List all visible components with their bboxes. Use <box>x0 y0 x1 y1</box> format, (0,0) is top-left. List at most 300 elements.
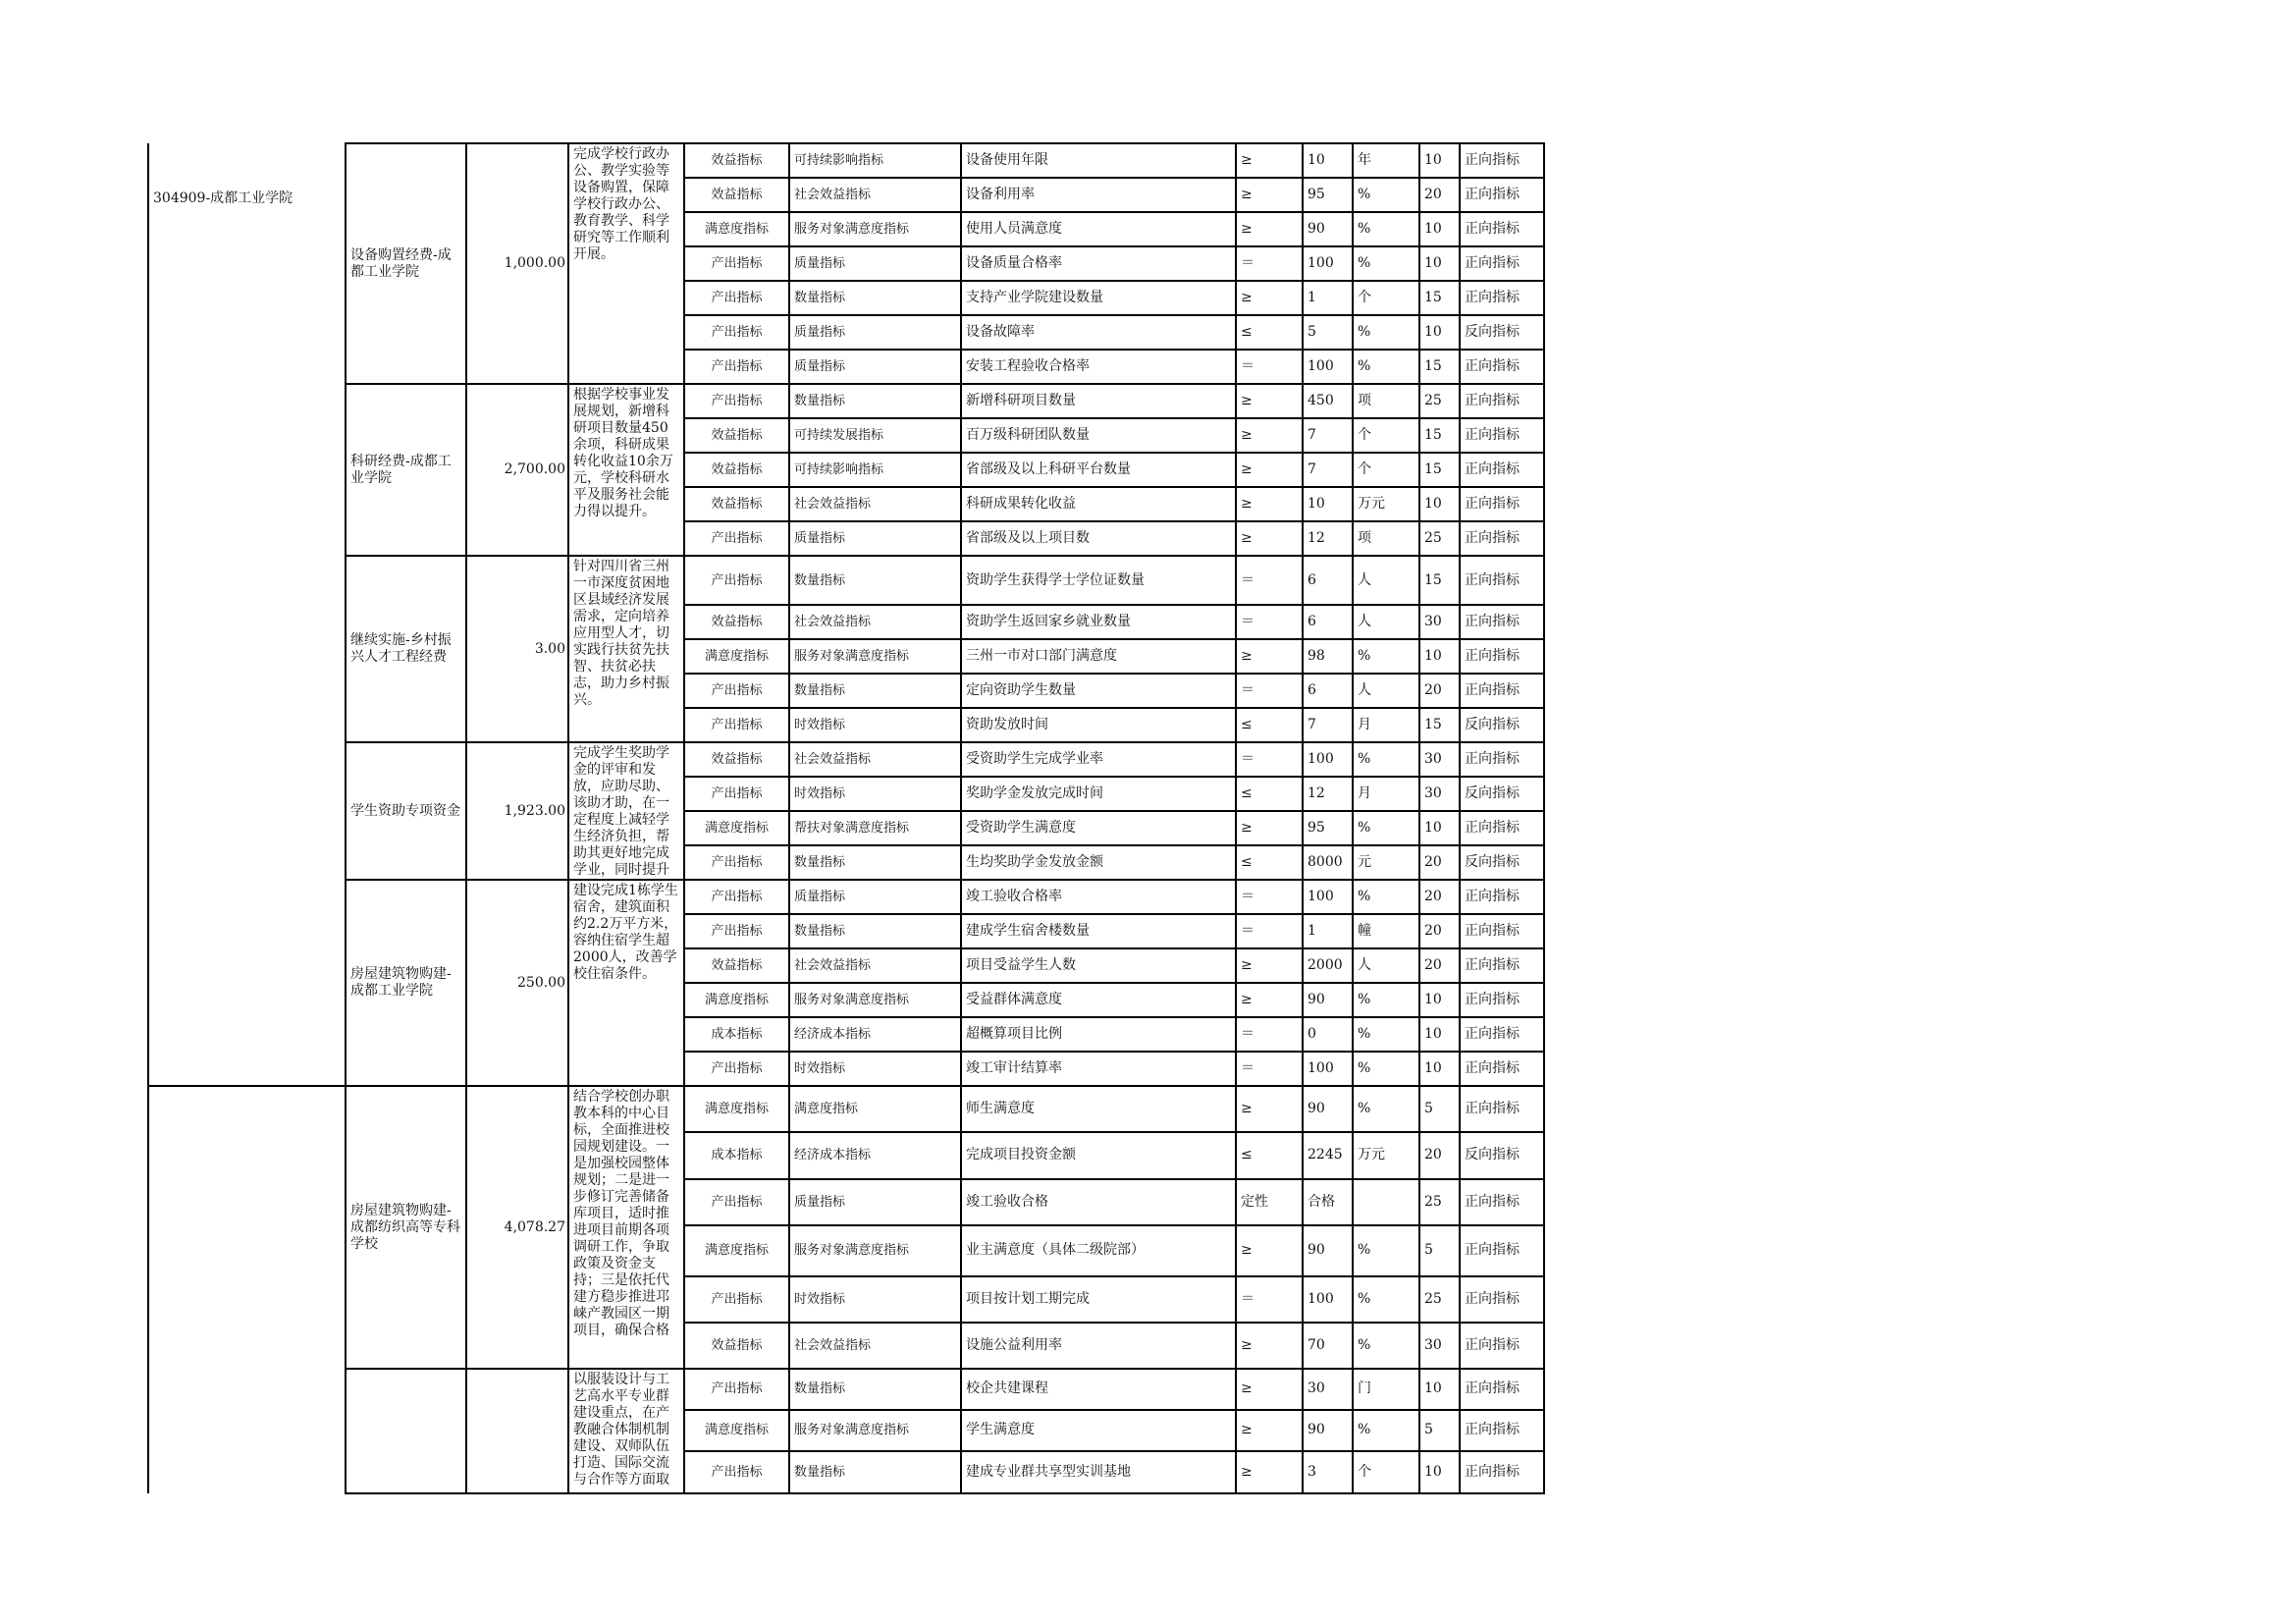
indicator-direction: 正向指标 <box>1460 1410 1544 1451</box>
measure-unit: 人 <box>1353 605 1419 639</box>
comparison-operator: ≥ <box>1236 1225 1303 1276</box>
weight-score: 10 <box>1419 143 1460 178</box>
weight-score: 15 <box>1419 350 1460 384</box>
level2-indicator: 满意度指标 <box>789 1086 961 1132</box>
comparison-operator: ≥ <box>1236 639 1303 674</box>
level3-indicator: 项目按计划工期完成 <box>961 1276 1236 1323</box>
project-description-cell <box>568 556 684 742</box>
weight-score: 10 <box>1419 246 1460 281</box>
indicator-direction: 正向指标 <box>1460 487 1544 521</box>
level2-indicator: 可持续影响指标 <box>789 453 961 487</box>
target-value: 90 <box>1303 983 1353 1017</box>
level3-indicator: 校企共建课程 <box>961 1369 1236 1410</box>
measure-unit: % <box>1353 742 1419 777</box>
indicator-direction: 正向指标 <box>1460 1451 1544 1493</box>
level2-indicator: 数量指标 <box>789 556 961 605</box>
comparison-operator: ≥ <box>1236 418 1303 453</box>
measure-unit: 人 <box>1353 948 1419 983</box>
project-description-cell <box>568 742 684 880</box>
target-value: 98 <box>1303 639 1353 674</box>
level3-indicator: 省部级及以上科研平台数量 <box>961 453 1236 487</box>
level2-indicator: 时效指标 <box>789 1052 961 1086</box>
measure-unit: 门 <box>1353 1369 1419 1410</box>
level1-indicator: 产出指标 <box>684 777 789 811</box>
measure-unit: 幢 <box>1353 914 1419 948</box>
level2-indicator: 社会效益指标 <box>789 487 961 521</box>
target-value: 90 <box>1303 1086 1353 1132</box>
target-value: 450 <box>1303 384 1353 418</box>
weight-score: 20 <box>1419 1132 1460 1178</box>
level1-indicator: 满意度指标 <box>684 1086 789 1132</box>
weight-score: 20 <box>1419 914 1460 948</box>
target-value: 90 <box>1303 212 1353 246</box>
weight-score: 10 <box>1419 639 1460 674</box>
level2-indicator: 经济成本指标 <box>789 1017 961 1052</box>
measure-unit: % <box>1353 212 1419 246</box>
target-value: 2245 <box>1303 1132 1353 1178</box>
indicator-direction: 正向指标 <box>1460 1052 1544 1086</box>
target-value: 30 <box>1303 1369 1353 1410</box>
indicator-direction: 正向指标 <box>1460 212 1544 246</box>
level3-indicator: 建成专业群共享型实训基地 <box>961 1451 1236 1493</box>
project-amount <box>466 1369 568 1493</box>
weight-score: 25 <box>1419 521 1460 556</box>
level2-indicator: 数量指标 <box>789 281 961 315</box>
target-value: 0 <box>1303 1017 1353 1052</box>
weight-score: 15 <box>1419 281 1460 315</box>
measure-unit: % <box>1353 1052 1419 1086</box>
indicator-direction: 正向指标 <box>1460 350 1544 384</box>
target-value: 95 <box>1303 811 1353 845</box>
indicator-direction: 正向指标 <box>1460 914 1544 948</box>
level1-indicator: 产出指标 <box>684 281 789 315</box>
measure-unit: % <box>1353 811 1419 845</box>
indicator-table <box>147 142 1545 1494</box>
target-value: 5 <box>1303 315 1353 350</box>
weight-score: 10 <box>1419 1451 1460 1493</box>
measure-unit: % <box>1353 983 1419 1017</box>
indicator-row <box>148 742 1544 777</box>
level2-indicator: 质量指标 <box>789 521 961 556</box>
measure-unit: 个 <box>1353 281 1419 315</box>
indicator-direction: 反向指标 <box>1460 845 1544 880</box>
level2-indicator: 数量指标 <box>789 914 961 948</box>
target-value: 100 <box>1303 246 1353 281</box>
measure-unit: % <box>1353 246 1419 281</box>
level2-indicator: 时效指标 <box>789 777 961 811</box>
level3-indicator: 新增科研项目数量 <box>961 384 1236 418</box>
measure-unit: 个 <box>1353 1451 1419 1493</box>
level1-indicator: 效益指标 <box>684 453 789 487</box>
level1-indicator: 满意度指标 <box>684 212 789 246</box>
weight-score: 25 <box>1419 1179 1460 1225</box>
measure-unit: % <box>1353 639 1419 674</box>
project-description: 针对四川省三州一市深度贫困地区县域经济发展需求，定向培养应用型人才，切实践行扶贫先扶智、扶贫必扶志，助力乡村振兴。 <box>573 559 669 709</box>
level1-indicator: 满意度指标 <box>684 811 789 845</box>
target-value: 10 <box>1303 143 1353 178</box>
target-value: 1 <box>1303 914 1353 948</box>
project-amount: 2,700.00 <box>466 384 568 556</box>
indicator-direction: 正向指标 <box>1460 1086 1544 1132</box>
project-amount: 1,000.00 <box>466 143 568 384</box>
weight-score: 15 <box>1419 708 1460 742</box>
measure-unit: 年 <box>1353 143 1419 178</box>
target-value: 90 <box>1303 1225 1353 1276</box>
level3-indicator: 竣工验收合格 <box>961 1179 1236 1225</box>
level1-indicator: 产出指标 <box>684 880 789 914</box>
indicator-direction: 正向指标 <box>1460 556 1544 605</box>
comparison-operator: ≤ <box>1236 1132 1303 1178</box>
project-description: 建设完成1栋学生宿舍，建筑面积约2.2万平方米，容纳住宿学生超2000人，改善学校住宿条件。 <box>573 883 678 983</box>
level3-indicator: 受益群体满意度 <box>961 983 1236 1017</box>
level1-indicator: 效益指标 <box>684 1323 789 1369</box>
comparison-operator: ≥ <box>1236 212 1303 246</box>
target-value: 10 <box>1303 487 1353 521</box>
project-name: 学生资助专项资金 <box>346 742 466 880</box>
comparison-operator: ≥ <box>1236 1410 1303 1451</box>
project-description-cell <box>568 1369 684 1493</box>
indicator-direction: 正向指标 <box>1460 605 1544 639</box>
measure-unit: % <box>1353 1323 1419 1369</box>
weight-score: 30 <box>1419 605 1460 639</box>
level2-indicator: 时效指标 <box>789 1276 961 1323</box>
level3-indicator: 定向资助学生数量 <box>961 674 1236 708</box>
target-value: 7 <box>1303 453 1353 487</box>
measure-unit: 人 <box>1353 556 1419 605</box>
target-value: 100 <box>1303 880 1353 914</box>
weight-score: 5 <box>1419 1225 1460 1276</box>
indicator-direction: 正向指标 <box>1460 880 1544 914</box>
level2-indicator: 社会效益指标 <box>789 178 961 212</box>
indicator-direction: 正向指标 <box>1460 1323 1544 1369</box>
indicator-row <box>148 556 1544 605</box>
measure-unit: % <box>1353 350 1419 384</box>
project-description-cell <box>568 384 684 556</box>
indicator-direction: 正向指标 <box>1460 983 1544 1017</box>
level2-indicator: 服务对象满意度指标 <box>789 983 961 1017</box>
level2-indicator: 质量指标 <box>789 315 961 350</box>
indicator-direction: 反向指标 <box>1460 708 1544 742</box>
measure-unit: % <box>1353 880 1419 914</box>
level1-indicator: 成本指标 <box>684 1132 789 1178</box>
level1-indicator: 产出指标 <box>684 845 789 880</box>
target-value: 合格 <box>1303 1179 1353 1225</box>
indicator-row <box>148 1086 1544 1132</box>
measure-unit: % <box>1353 178 1419 212</box>
level1-indicator: 产出指标 <box>684 914 789 948</box>
comparison-operator: ≥ <box>1236 384 1303 418</box>
level3-indicator: 支持产业学院建设数量 <box>961 281 1236 315</box>
level2-indicator: 数量指标 <box>789 384 961 418</box>
level1-indicator: 产出指标 <box>684 1179 789 1225</box>
measure-unit: 项 <box>1353 384 1419 418</box>
indicator-direction: 反向指标 <box>1460 315 1544 350</box>
measure-unit: 月 <box>1353 777 1419 811</box>
target-value: 100 <box>1303 350 1353 384</box>
level3-indicator: 科研成果转化收益 <box>961 487 1236 521</box>
comparison-operator: ＝ <box>1236 674 1303 708</box>
indicator-direction: 正向指标 <box>1460 384 1544 418</box>
level1-indicator: 产出指标 <box>684 315 789 350</box>
measure-unit: % <box>1353 1276 1419 1323</box>
level2-indicator: 质量指标 <box>789 350 961 384</box>
level3-indicator: 学生满意度 <box>961 1410 1236 1451</box>
weight-score: 10 <box>1419 1369 1460 1410</box>
comparison-operator: ＝ <box>1236 556 1303 605</box>
project-description-cell <box>568 143 684 384</box>
level1-indicator: 效益指标 <box>684 418 789 453</box>
weight-score: 30 <box>1419 1323 1460 1369</box>
level1-indicator: 产出指标 <box>684 246 789 281</box>
level3-indicator: 业主满意度（具体二级院部） <box>961 1225 1236 1276</box>
indicator-direction: 正向指标 <box>1460 1276 1544 1323</box>
level2-indicator: 质量指标 <box>789 246 961 281</box>
indicator-direction: 正向指标 <box>1460 674 1544 708</box>
level1-indicator: 产出指标 <box>684 708 789 742</box>
target-value: 3 <box>1303 1451 1353 1493</box>
project-name: 科研经费-成都工业学院 <box>346 384 466 556</box>
comparison-operator: ＝ <box>1236 350 1303 384</box>
level3-indicator: 设备利用率 <box>961 178 1236 212</box>
level2-indicator: 时效指标 <box>789 708 961 742</box>
target-value: 7 <box>1303 708 1353 742</box>
target-value: 6 <box>1303 605 1353 639</box>
comparison-operator: ≥ <box>1236 1369 1303 1410</box>
weight-score: 20 <box>1419 178 1460 212</box>
comparison-operator: ≥ <box>1236 453 1303 487</box>
measure-unit: % <box>1353 1017 1419 1052</box>
weight-score: 20 <box>1419 880 1460 914</box>
comparison-operator: ≤ <box>1236 777 1303 811</box>
weight-score: 20 <box>1419 948 1460 983</box>
level1-indicator: 满意度指标 <box>684 639 789 674</box>
level2-indicator: 可持续发展指标 <box>789 418 961 453</box>
level3-indicator: 资助发放时间 <box>961 708 1236 742</box>
weight-score: 20 <box>1419 845 1460 880</box>
level1-indicator: 产出指标 <box>684 674 789 708</box>
level3-indicator: 设备故障率 <box>961 315 1236 350</box>
project-amount: 1,923.00 <box>466 742 568 880</box>
weight-score: 10 <box>1419 487 1460 521</box>
weight-score: 15 <box>1419 418 1460 453</box>
level2-indicator: 服务对象满意度指标 <box>789 1225 961 1276</box>
indicator-direction: 反向指标 <box>1460 777 1544 811</box>
target-value: 12 <box>1303 521 1353 556</box>
level1-indicator: 产出指标 <box>684 1276 789 1323</box>
target-value: 100 <box>1303 1052 1353 1086</box>
level2-indicator: 数量指标 <box>789 845 961 880</box>
comparison-operator: ≤ <box>1236 708 1303 742</box>
project-amount: 3.00 <box>466 556 568 742</box>
comparison-operator: ≥ <box>1236 983 1303 1017</box>
level3-indicator: 资助学生获得学士学位证数量 <box>961 556 1236 605</box>
level3-indicator: 设备质量合格率 <box>961 246 1236 281</box>
weight-score: 25 <box>1419 384 1460 418</box>
project-name <box>346 1369 466 1493</box>
level1-indicator: 产出指标 <box>684 350 789 384</box>
level2-indicator: 经济成本指标 <box>789 1132 961 1178</box>
unit-name <box>148 1086 346 1493</box>
level2-indicator: 可持续影响指标 <box>789 143 961 178</box>
weight-score: 10 <box>1419 1052 1460 1086</box>
comparison-operator: ≥ <box>1236 1323 1303 1369</box>
comparison-operator: ≥ <box>1236 521 1303 556</box>
unit-name: 304909-成都工业学院 <box>148 143 346 1086</box>
level1-indicator: 满意度指标 <box>684 983 789 1017</box>
indicator-direction: 正向指标 <box>1460 453 1544 487</box>
weight-score: 10 <box>1419 315 1460 350</box>
weight-score: 10 <box>1419 212 1460 246</box>
level2-indicator: 社会效益指标 <box>789 948 961 983</box>
level1-indicator: 满意度指标 <box>684 1225 789 1276</box>
comparison-operator: ＝ <box>1236 880 1303 914</box>
indicator-direction: 正向指标 <box>1460 1225 1544 1276</box>
measure-unit: 个 <box>1353 453 1419 487</box>
level3-indicator: 安装工程验收合格率 <box>961 350 1236 384</box>
measure-unit: % <box>1353 1225 1419 1276</box>
level1-indicator: 效益指标 <box>684 605 789 639</box>
level3-indicator: 建成学生宿舍楼数量 <box>961 914 1236 948</box>
level1-indicator: 产出指标 <box>684 1052 789 1086</box>
target-value: 2000 <box>1303 948 1353 983</box>
level1-indicator: 效益指标 <box>684 948 789 983</box>
level3-indicator: 竣工验收合格率 <box>961 880 1236 914</box>
project-name: 继续实施-乡村振兴人才工程经费 <box>346 556 466 742</box>
project-description: 完成学生奖助学金的评审和发放，应助尽助、该助才助，在一定程度上减轻学生经济负担，帮助其更好地完成学业，同时提升 <box>573 745 669 879</box>
level3-indicator: 受资助学生满意度 <box>961 811 1236 845</box>
comparison-operator: 定性 <box>1236 1179 1303 1225</box>
level2-indicator: 质量指标 <box>789 1179 961 1225</box>
comparison-operator: ≥ <box>1236 948 1303 983</box>
level2-indicator: 社会效益指标 <box>789 605 961 639</box>
measure-unit <box>1353 1179 1419 1225</box>
level3-indicator: 使用人员满意度 <box>961 212 1236 246</box>
project-description: 结合学校创办职教本科的中心目标，全面推进校园规划建设。一是加强校园整体规划；二是进一步修订完善储备库项目，适时推进项目前期各项调研工作，争取政策及资金支持；三是依托代建方稳步推进邛崃产教园区一期项目，确保合格 <box>573 1089 669 1339</box>
target-value: 90 <box>1303 1410 1353 1451</box>
indicator-direction: 正向指标 <box>1460 1179 1544 1225</box>
performance-indicator-sheet <box>147 142 1543 1494</box>
weight-score: 30 <box>1419 742 1460 777</box>
comparison-operator: ＝ <box>1236 246 1303 281</box>
target-value: 95 <box>1303 178 1353 212</box>
indicator-direction: 正向指标 <box>1460 281 1544 315</box>
comparison-operator: ＝ <box>1236 742 1303 777</box>
level1-indicator: 产出指标 <box>684 556 789 605</box>
indicator-direction: 正向指标 <box>1460 418 1544 453</box>
measure-unit: 万元 <box>1353 1132 1419 1178</box>
measure-unit: 元 <box>1353 845 1419 880</box>
comparison-operator: ＝ <box>1236 1017 1303 1052</box>
weight-score: 30 <box>1419 777 1460 811</box>
indicator-direction: 正向指标 <box>1460 639 1544 674</box>
project-amount: 4,078.27 <box>466 1086 568 1368</box>
level3-indicator: 师生满意度 <box>961 1086 1236 1132</box>
measure-unit: 月 <box>1353 708 1419 742</box>
level2-indicator: 质量指标 <box>789 880 961 914</box>
level3-indicator: 项目受益学生人数 <box>961 948 1236 983</box>
project-description: 完成学校行政办公、教学实验等设备购置，保障学校行政办公、教育教学、科学研究等工作顺利开展。 <box>573 146 669 262</box>
comparison-operator: ≤ <box>1236 315 1303 350</box>
weight-score: 10 <box>1419 983 1460 1017</box>
level2-indicator: 服务对象满意度指标 <box>789 639 961 674</box>
indicator-row <box>148 1369 1544 1410</box>
weight-score: 10 <box>1419 1017 1460 1052</box>
level3-indicator: 百万级科研团队数量 <box>961 418 1236 453</box>
measure-unit: % <box>1353 315 1419 350</box>
level3-indicator: 竣工审计结算率 <box>961 1052 1236 1086</box>
project-name: 设备购置经费-成都工业学院 <box>346 143 466 384</box>
comparison-operator: ≤ <box>1236 845 1303 880</box>
level2-indicator: 数量指标 <box>789 1369 961 1410</box>
level3-indicator: 设施公益利用率 <box>961 1323 1236 1369</box>
level3-indicator: 奖助学金发放完成时间 <box>961 777 1236 811</box>
project-description-cell <box>568 880 684 1086</box>
indicator-row <box>148 384 1544 418</box>
comparison-operator: ≥ <box>1236 281 1303 315</box>
level1-indicator: 产出指标 <box>684 384 789 418</box>
target-value: 8000 <box>1303 845 1353 880</box>
level3-indicator: 受资助学生完成学业率 <box>961 742 1236 777</box>
target-value: 6 <box>1303 674 1353 708</box>
target-value: 100 <box>1303 742 1353 777</box>
indicator-direction: 正向指标 <box>1460 1017 1544 1052</box>
indicator-direction: 正向指标 <box>1460 521 1544 556</box>
level1-indicator: 成本指标 <box>684 1017 789 1052</box>
comparison-operator: ≥ <box>1236 1086 1303 1132</box>
target-value: 6 <box>1303 556 1353 605</box>
comparison-operator: ≥ <box>1236 143 1303 178</box>
target-value: 1 <box>1303 281 1353 315</box>
level2-indicator: 社会效益指标 <box>789 742 961 777</box>
comparison-operator: ＝ <box>1236 1052 1303 1086</box>
target-value: 7 <box>1303 418 1353 453</box>
project-name: 房屋建筑物购建-成都工业学院 <box>346 880 466 1086</box>
comparison-operator: ＝ <box>1236 914 1303 948</box>
level1-indicator: 产出指标 <box>684 1451 789 1493</box>
indicator-direction: 正向指标 <box>1460 246 1544 281</box>
level1-indicator: 效益指标 <box>684 143 789 178</box>
comparison-operator: ＝ <box>1236 1276 1303 1323</box>
weight-score: 15 <box>1419 556 1460 605</box>
weight-score: 5 <box>1419 1086 1460 1132</box>
level3-indicator: 省部级及以上项目数 <box>961 521 1236 556</box>
weight-score: 10 <box>1419 811 1460 845</box>
project-amount: 250.00 <box>466 880 568 1086</box>
indicator-direction: 正向指标 <box>1460 143 1544 178</box>
measure-unit: 项 <box>1353 521 1419 556</box>
level3-indicator: 完成项目投资金额 <box>961 1132 1236 1178</box>
measure-unit: % <box>1353 1086 1419 1132</box>
level1-indicator: 满意度指标 <box>684 1410 789 1451</box>
level3-indicator: 设备使用年限 <box>961 143 1236 178</box>
level3-indicator: 超概算项目比例 <box>961 1017 1236 1052</box>
indicator-direction: 反向指标 <box>1460 1132 1544 1178</box>
target-value: 70 <box>1303 1323 1353 1369</box>
measure-unit: % <box>1353 1410 1419 1451</box>
level2-indicator: 数量指标 <box>789 674 961 708</box>
weight-score: 20 <box>1419 674 1460 708</box>
indicator-direction: 正向指标 <box>1460 742 1544 777</box>
indicator-direction: 正向指标 <box>1460 948 1544 983</box>
level2-indicator: 社会效益指标 <box>789 1323 961 1369</box>
level1-indicator: 产出指标 <box>684 521 789 556</box>
weight-score: 5 <box>1419 1410 1460 1451</box>
level1-indicator: 产出指标 <box>684 1369 789 1410</box>
indicator-row <box>148 880 1544 914</box>
comparison-operator: ≥ <box>1236 487 1303 521</box>
project-description-cell <box>568 1086 684 1368</box>
level1-indicator: 效益指标 <box>684 178 789 212</box>
